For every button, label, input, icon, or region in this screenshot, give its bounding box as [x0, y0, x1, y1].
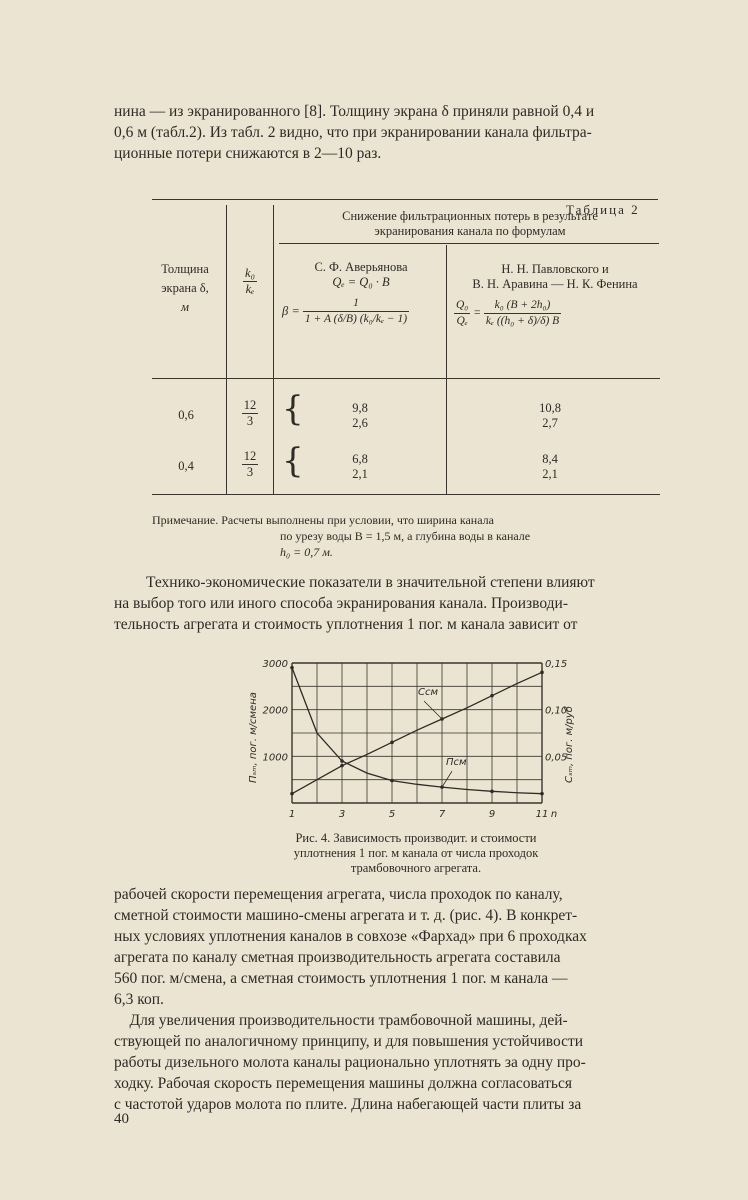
chart-labels	[248, 659, 575, 820]
text-line: с частотой ударов молота по плите. Длина набегающей части плиты за	[114, 1096, 582, 1113]
text-line: работы дизельного молота каналы рационально уплотнять за одну про-	[114, 1054, 586, 1071]
subheader-averyanov: С. Ф. Аверьянова Qₑ = Q₀ · B	[314, 260, 408, 289]
y-axis-title: Пₛₘ, пог. м/смена	[248, 692, 259, 783]
table-note: Примечание. Расчеты выполнены при условии, что ширина канала по урезу воды B = 1,5 м, а глубина воды в канале h₀ = 0,7 м.	[152, 513, 531, 559]
series-label: Псм	[446, 757, 467, 769]
x-tick-label: 7	[438, 809, 446, 820]
table-row-ratio: $\frac{12}{3}$	[243, 449, 257, 479]
y-tick-label: 1000	[262, 752, 288, 764]
table-col-rule	[273, 205, 274, 494]
data-point	[390, 779, 394, 783]
y-tick-label: 3000	[262, 659, 288, 670]
text-line: тельность агрегата и стоимость уплотнения 1 пог. м канала зависит от	[114, 616, 578, 633]
data-point	[390, 741, 394, 745]
data-point	[490, 790, 494, 794]
x-tick-label: n	[550, 809, 558, 820]
text-line: ных условиях уплотнения каналов в совхозе «Фархад» при 6 проходках	[114, 928, 587, 945]
table-col-rule	[226, 205, 227, 494]
table-row: 0,6	[178, 408, 194, 422]
intro-paragraph	[114, 101, 688, 164]
col-header-thickness: Толщина экрана δ, м	[161, 262, 209, 314]
x-tick-label: 11	[535, 809, 549, 820]
brace: {	[282, 441, 304, 481]
formula-beta: β = $\frac{1}{\text{1 + A (δ/B) (k₀/kₑ − 1)}}$	[282, 297, 408, 325]
body-paragraph	[114, 572, 688, 635]
table-group-rule	[279, 243, 659, 244]
figure-caption: Рис. 4. Зависимость производит. и стоимости уплотнения 1 пог. м канала от числа проходок трамбовочного агрегата.	[293, 831, 539, 875]
text-line: агрегата по каналу сметная производительность агрегата составила	[114, 949, 561, 966]
x-tick-label: 5	[388, 809, 396, 820]
table-col-rule	[446, 245, 447, 494]
text-line: ствующей по аналогичному принципу, и для повышения устойчивости	[114, 1033, 584, 1050]
chart-figure-4	[236, 655, 576, 825]
y-right-tick-label: 0,15	[545, 659, 568, 670]
text-line: 560 пог. м/смена, а сметная стоимость уплотнения 1 пог. м канала —	[114, 970, 568, 987]
y-right-tick-label: 0,05	[545, 752, 568, 764]
text-line: сметной стоимости машино-смены агрегата и т. д. (рис. 4). В конкрет-	[114, 907, 578, 924]
x-tick-label: 3	[338, 809, 346, 820]
text-line: Технико-экономические показатели в значительной степени влияют	[146, 574, 595, 591]
x-tick-label: 9	[488, 809, 496, 820]
data-point	[490, 694, 494, 698]
group-header: Снижение фильтрационных потерь в результате экранирования канала по формулам	[342, 209, 598, 238]
data-point	[340, 764, 344, 768]
data-point	[340, 759, 344, 763]
x-tick-label: 1	[288, 809, 296, 820]
col-header-ratio: $\frac{\text{k₀}}{\text{kₑ}}$	[245, 266, 255, 296]
subheader-pavlovsky: Н. Н. Павловского и В. Н. Аравина — Н. К. Фенина	[472, 262, 638, 291]
table-caption: Таблица 2	[566, 202, 640, 217]
y-tick-label: 2000	[262, 705, 288, 717]
table-cell-pavlovsky: 8,4 2,1	[542, 452, 558, 481]
series-label: Ссм	[418, 687, 439, 698]
table-row-ratio: $\frac{12}{3}$	[243, 398, 257, 428]
y-right-axis-title: Сₛₘ, пог. м/руб	[564, 706, 575, 783]
text-line: ционные потери снижаются в 2—10 раз.	[114, 145, 382, 162]
table-cell-averyanov: 9,8 2,6	[352, 401, 368, 430]
data-point	[540, 792, 544, 796]
data-point	[540, 671, 544, 675]
text-line: ходку. Рабочая скорость перемещения машины должна согласоваться	[114, 1075, 572, 1092]
label-leader	[442, 771, 452, 787]
page-number: 40	[114, 1111, 129, 1127]
text-line: на выбор того или иного способа экранирования канала. Производи-	[114, 595, 568, 612]
table-header-rule	[152, 378, 660, 379]
table-row: 0,4	[178, 459, 194, 473]
chart-grid	[292, 663, 542, 803]
brace: {	[282, 389, 304, 429]
y-right-tick-label: 0,10	[545, 705, 568, 717]
formula-pavlovsky: $\frac{\text{Q₀}}{\text{Qₑ}}$ = $\frac{\text{k₀ (B + 2h₀)}}{\text{kₑ ((h₀ + δ)/δ) B}}$	[456, 299, 560, 327]
table-top-rule	[152, 199, 658, 200]
data-point	[290, 792, 294, 796]
data-point	[290, 666, 294, 670]
table-cell-pavlovsky: 10,8 2,7	[539, 401, 561, 430]
text-line: Для увеличения производительности трамбовочной машины, дей-	[114, 1012, 568, 1029]
table-bottom-rule	[152, 494, 660, 495]
body-paragraph	[114, 884, 688, 1115]
text-line: рабочей скорости перемещения агрегата, числа проходок по каналу,	[114, 886, 563, 903]
table-cell-averyanov: 6,8 2,1	[352, 452, 368, 481]
text-line: 6,3 коп.	[114, 991, 164, 1008]
text-line: 0,6 м (табл.2). Из табл. 2 видно, что при экранировании канала фильтра-	[114, 124, 592, 141]
text-line: нина — из экранированного [8]. Толщину экрана δ приняли равной 0,4 и	[114, 103, 595, 120]
